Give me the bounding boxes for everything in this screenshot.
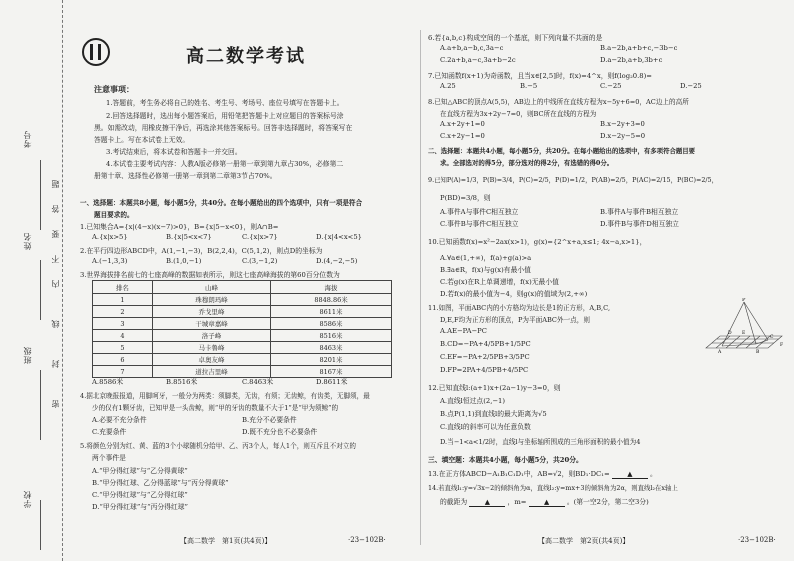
cell-peak: 卓奥友峰: [152, 354, 270, 366]
q5-option-c: C.“甲分得红球”与“乙分得红球”: [92, 491, 188, 499]
q8-option-b: B.x−2y+3=0: [600, 120, 645, 128]
q4-option-c: C.充要条件: [92, 428, 127, 436]
exam-title: 高二数学考试: [186, 46, 306, 67]
q8-option-d: D.x−2y−5=0: [600, 132, 646, 140]
q6-option-b: B.a−2b,a+b+c,−3b−c: [600, 44, 678, 52]
section1-heading: 一、选择题：本题共8小题，每小题5分，共40分。在每小题给出的四个选项中，只有一项是符合: [80, 199, 363, 207]
exam-number-line: [40, 160, 55, 230]
school-line: [40, 500, 55, 550]
q14-line2: [440, 496, 649, 507]
q5-option-b: B.“甲分得红球、乙分得蓝球”与“丙分得黄球”: [92, 479, 229, 487]
q2-option-d: D.(4,−2,−5): [316, 257, 358, 265]
seal-word: 答: [51, 205, 60, 213]
name-line: [40, 260, 55, 320]
q7-option-b: B.−5: [520, 82, 538, 90]
cell-altitude: 8463米: [271, 342, 392, 354]
q9-line1: 9.已知P(A)=1/3，P(B)=3/4，P(C)=2/5，P(D)=1/2，P(AB)=2/5，P(AC)=2/15，P(BC)=2/5，: [428, 176, 719, 184]
q9-option-c: C.事件B与事件C相互独立: [440, 220, 519, 228]
q1-option-b: B.{x|5<x<7}: [166, 233, 212, 241]
cell-altitude: 8516米: [271, 330, 392, 342]
q6-option-c: C.2a+b,a−c,3a+b−2c: [440, 56, 516, 64]
q13-answer-blank[interactable]: ▲: [612, 470, 648, 479]
page-divider: [420, 30, 421, 545]
q14-line1: 14.若直线l₁:y=√3x−2的倾斜角为α，直线l₂:y=mx+3的倾斜角为2α，则直线l₂在x轴上: [428, 484, 678, 492]
q11-grid-pyramid-diagram: [698, 298, 786, 368]
q11-option-b: B.CD=−PA+4/5PB+1/5PC: [440, 340, 531, 348]
q12-option-a: A.直线l恒过点(2,−1): [440, 397, 506, 405]
q14-answer-blank-1[interactable]: ▲: [469, 498, 505, 507]
table-row: [93, 342, 392, 354]
cell-altitude: 8611米: [271, 306, 392, 318]
q11-option-d: D.FP=2PA+4/5PB+4/5PC: [440, 366, 529, 374]
q12-stem: 12.已知直线l:(a+1)x+(2a−1)y−3=0，则: [428, 384, 561, 392]
q4-line: 4.据北京晚报报道，用脚呵牙，一般分为两类：须脚类，无齿，有须；无齿鲸，有齿类，无脚须，最: [80, 392, 370, 400]
cell-altitude: 8167米: [271, 366, 392, 378]
q4-option-a: A.必要不充分条件: [92, 416, 147, 424]
q3-option-b: B.8516米: [166, 378, 198, 386]
notice-heading: 注意事项：: [94, 84, 134, 94]
section1-heading-cont: 题目要求的。: [94, 211, 134, 219]
q10-option-b: B.∃a∈R，f(x)与g(x)有最小值: [440, 266, 531, 274]
seal-word: 不: [51, 255, 60, 263]
cell-peak: 珠穆朗玛峰: [152, 294, 270, 306]
q11-line: D,E,F均为正方形的顶点，P为平面ABC外一点，则: [440, 316, 590, 324]
seal-word: 内: [51, 280, 60, 288]
section2-heading-cont: 求。全部选对的得5分，部分选对的得2分，有选错的得0分。: [440, 159, 614, 167]
cell-rank: 7: [93, 366, 153, 378]
page1-code: ·23−102B·: [348, 536, 386, 544]
table-header-rank: 排名: [93, 281, 153, 294]
q7-option-a: A.25: [440, 82, 456, 90]
q8-line: 8.已知△ABC的顶点A(5,5)，AB边上的中线所在直线方程为x−5y+6=0，AC边上的高所: [428, 98, 689, 106]
table-row: [93, 330, 392, 342]
q4-line: 少的仅有1颗牙齿，已知甲是一头齿鲸，则“甲的牙齿的数量不大于1”是“甲为须鲸”的: [92, 404, 339, 412]
cell-altitude: 8586米: [271, 318, 392, 330]
cell-peak: 道拉吉里峰: [152, 366, 270, 378]
cell-peak: 干城章嘉峰: [152, 318, 270, 330]
q13-tail: 。: [650, 470, 657, 478]
q10-option-c: C.若g(x)在R上单调递增，f(x)无最小值: [440, 278, 559, 286]
q4-option-d: D.既不充分也不必要条件: [242, 428, 318, 436]
q7-option-d: D.−25: [680, 82, 702, 90]
q5-line: 5.将颜色分别为红、黄、蓝的3个小球随机分给甲、乙、丙3个人，每人1个，则互斥且不对立的: [80, 442, 357, 450]
table-header-peak: 山峰: [152, 281, 270, 294]
cell-peak: 乔戈里峰: [152, 306, 270, 318]
q8-line: 在直线方程为3x+2y−7=0，则BC所在直线的方程为: [440, 110, 597, 118]
q1-stem: 1.已知集合A={x|(4−x)(x−7)>0}，B={x|5−x<0}，则A∩B=: [80, 223, 279, 231]
diagram-label-d: D: [728, 331, 732, 336]
page1-footer: 【高二数学 第1页(共4页)】: [180, 537, 272, 545]
cell-peak: 马卡鲁峰: [152, 342, 270, 354]
school-label: 学校: [23, 490, 32, 508]
cell-rank: 1: [93, 294, 153, 306]
binding-strip: [0, 0, 63, 561]
cell-rank: 4: [93, 330, 153, 342]
q1-option-c: C.{x|x>7}: [242, 233, 278, 241]
q10-option-a: A.∀a∈(1,+∞)，f(a)+g(a)>a: [440, 254, 532, 262]
q11-option-c: C.EF=−PA+2/5PB+3/5PC: [440, 353, 530, 361]
q1-option-d: D.{x|4<x<5}: [316, 233, 363, 241]
q9-option-a: A.事件A与事件C相互独立: [440, 208, 519, 216]
q11-option-a: A.AE−PA−PC: [440, 327, 487, 335]
q9-option-b: B.事件A与事件B相互独立: [600, 208, 679, 216]
cell-rank: 2: [93, 306, 153, 318]
seal-word: 线: [51, 320, 60, 328]
q1-option-a: A.{x|x>5}: [92, 233, 128, 241]
diagram-label-p: P: [742, 298, 746, 303]
q5-option-d: D.“甲分得红球”与“丙分得红球”: [92, 503, 189, 511]
diagram-label-e: E: [742, 331, 746, 336]
seal-word: 密: [51, 400, 60, 408]
table-row: [93, 318, 392, 330]
exam-logo-icon: [82, 38, 110, 66]
table-row: [93, 354, 392, 366]
q2-option-c: C.(3,−1,2): [242, 257, 278, 265]
notice-line: 答题卡上。写在本试卷上无效。: [94, 136, 190, 144]
cell-rank: 5: [93, 342, 153, 354]
q8-option-c: C.x+2y−1=0: [440, 132, 485, 140]
q2-option-a: A.(−1,3,3): [92, 257, 128, 265]
q7-stem: 7.已知函数f(x+1)为奇函数，且当x∈[2,5]时，f(x)=4^x，则f(log₂0.8)=: [428, 72, 652, 80]
cell-altitude: 8201米: [271, 354, 392, 366]
q6-option-a: A.a+b,a−b,c,3a−c: [440, 44, 504, 52]
section2-heading: 二、选择题：本题共4小题，每小题5分，共20分。在每小题给出的选项中，有多项符合题目要: [428, 147, 696, 155]
q10-stem: 10.已知函数f(x)=x²−2ax(x>1)，g(x)={2^x+a,x≤1; 4x−a,x>1}，: [428, 238, 647, 246]
q14-pre: 的截距为: [440, 498, 468, 506]
diagram-label-f: F: [780, 343, 784, 348]
q5-option-a: A.“甲分得红球”与“乙分得黄球”: [92, 467, 188, 475]
cell-peak: 洛子峰: [152, 330, 270, 342]
q11-line: 11.如图，平面ABC内的小方格均为边长是1的正方形，A,B,C,: [428, 304, 611, 312]
q9-line2: P(BD)=3/8，则: [440, 194, 491, 202]
table-row: [93, 306, 392, 318]
q14-mid: ，m=: [507, 498, 527, 506]
q8-option-a: A.x+2y+1=0: [440, 120, 485, 128]
class-label: 班级: [23, 346, 32, 364]
q3-option-c: C.8463米: [242, 378, 274, 386]
notice-line: 册第十章、选择性必修第一册第一章到第二章第3节占70%。: [94, 172, 277, 180]
q14-post: 。(第一空2分，第二空3分): [566, 498, 649, 506]
notice-line: 2.回答选择题时，选出每小题答案后，用铅笔把答题卡上对应题目的答案标号涂: [106, 112, 344, 120]
cell-altitude: 8848.86米: [271, 294, 392, 306]
q14-answer-blank-2[interactable]: ▲: [529, 498, 565, 507]
q12-option-c: C.直线l的斜率可以为任意负数: [440, 423, 531, 431]
seal-word: 题: [51, 180, 60, 188]
notice-line: 3.考试结束后，将本试卷和答题卡一并交回。: [106, 148, 242, 156]
q13-stem: 13.在正方体ABCD−A₁B₁C₁D₁中，AB=√2，则BD₁·DC₁=: [428, 470, 610, 478]
q12-option-b: B.点P(1,1)到直线l的最大距离为√5: [440, 410, 547, 418]
seal-word: 要: [51, 230, 60, 238]
cell-rank: 6: [93, 354, 153, 366]
q4-option-b: B.充分不必要条件: [242, 416, 297, 424]
q7-option-c: C.−25: [600, 82, 622, 90]
cell-rank: 3: [93, 318, 153, 330]
q13-text: [428, 468, 657, 479]
diagram-label-a: A: [718, 350, 722, 355]
q12-option-d: D.当−1<a<1/2时，直线l与坐标轴所围成的三角形面积的最小值为4: [440, 438, 641, 446]
section3-heading: 三、填空题：本题共4小题，每小题5分，共20分。: [428, 456, 583, 464]
diagram-label-b: B: [756, 350, 760, 355]
peaks-table: [92, 280, 392, 378]
q5-line: 两个事件是: [92, 454, 126, 462]
notice-line: 4.本试卷主要考试内容：人教A版必修第一册第一章到第九章占30%，必修第二: [106, 160, 344, 168]
exam-number-label: 考号: [23, 130, 32, 148]
q10-option-d: D.若f(x)的最小值为−4，则g(x)的值域为(2,+∞): [440, 290, 588, 298]
notice-line: 1.答题前，考生务必将自己的姓名、考生号、考场号、座位号填写在答题卡上。: [106, 99, 344, 107]
q6-option-d: D.a−2b,a+b,3b+c: [600, 56, 663, 64]
q3-option-a: A.8586米: [92, 378, 124, 386]
page2-footer: 【高二数学 第2页(共4页)】: [538, 537, 630, 545]
notice-line: 黑。如需改动，用橡皮擦干净后，再选涂其他答案标号。回答非选择题时，将答案写在: [94, 124, 353, 132]
seal-word: 封: [51, 360, 60, 368]
q3-stem: 3.世界海拔排名前七的七座高峰的数据如表所示，则这七座高峰海拔的第60百分位数为: [80, 271, 340, 279]
diagram-label-c: C: [770, 335, 774, 340]
q6-stem: 6.若{a,b,c}构成空间的一个基底，则下列向量不共面的是: [428, 34, 603, 42]
q2-stem: 2.在平行四边形ABCD中，A(1,−1,−3)，B(2,2,4)，C(5,1,2)，则点D的坐标为: [80, 247, 323, 255]
q9-option-d: D.事件B与事件D相互独立: [600, 220, 679, 228]
name-label: 姓名: [23, 232, 32, 250]
table-header-altitude: 海拔: [271, 281, 392, 294]
q3-option-d: D.8611米: [316, 378, 348, 386]
q2-option-b: B.(1,0,−1): [166, 257, 202, 265]
page2-code: ·23−102B·: [738, 536, 776, 544]
table-row: [93, 294, 392, 306]
